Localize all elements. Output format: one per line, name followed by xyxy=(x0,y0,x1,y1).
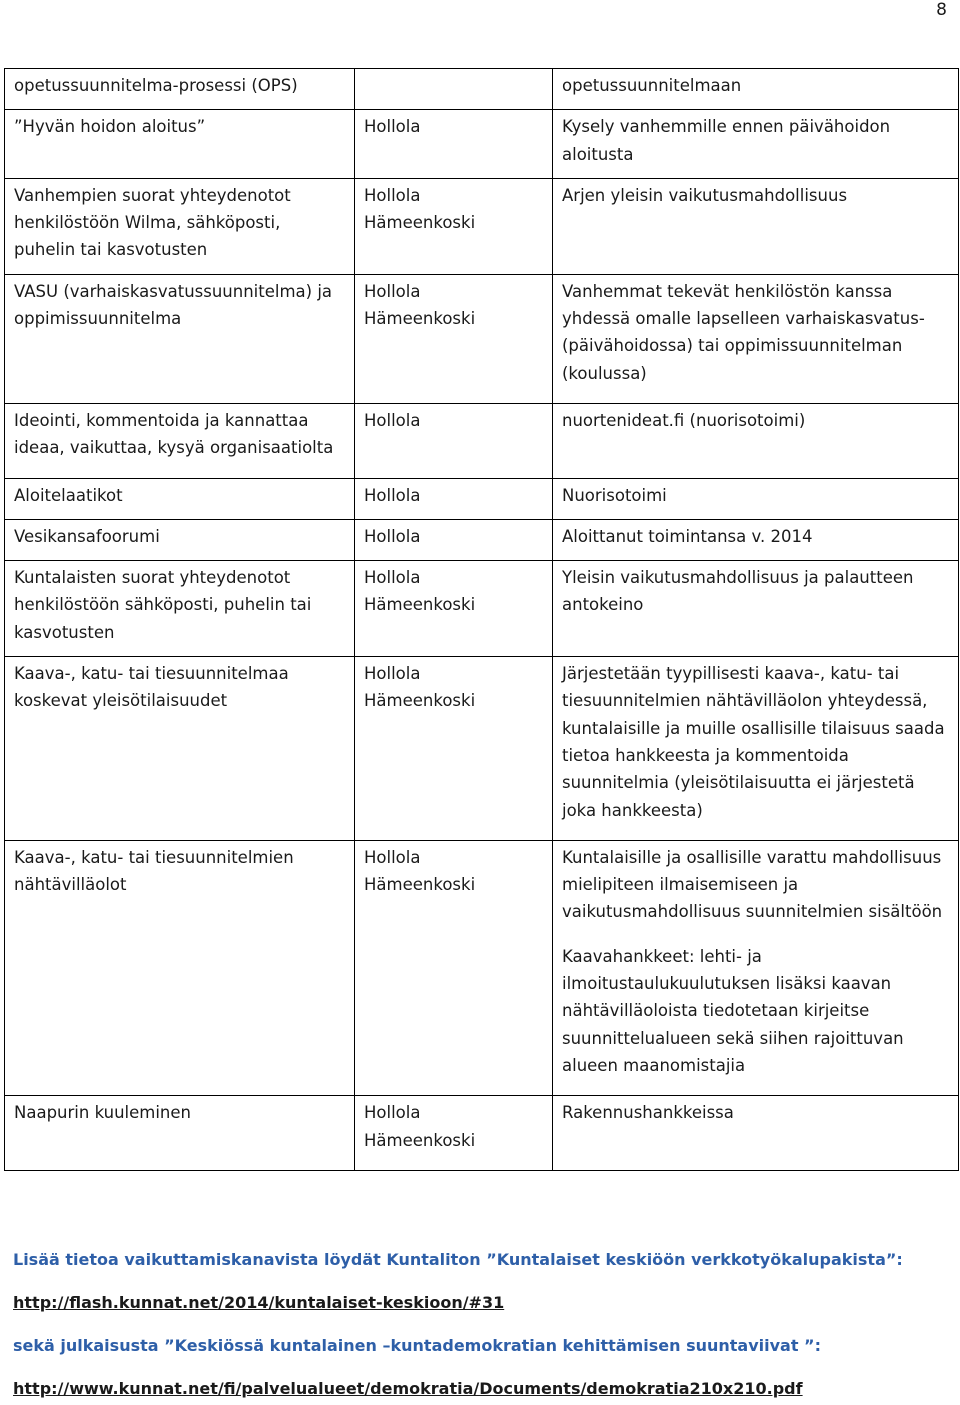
municipality-cell xyxy=(355,561,553,657)
channel-text: Vanhempien suorat yhteydenotot henkilöstöön Wilma, sähköposti, puhelin tai kasvotusten xyxy=(14,185,291,260)
publication-link[interactable]: http://www.kunnat.net/fi/palvelualueet/demokratia/Documents/demokratia210x210.pdf xyxy=(13,1379,803,1398)
channel-text: Ideointi, kommentoida ja kannattaa ideaa, vaikuttaa, kysyä organisaatiolta xyxy=(14,410,334,458)
municipality-name: Hämeenkoski xyxy=(364,595,476,615)
municipality-name: Hollola xyxy=(364,281,421,301)
description-cell xyxy=(553,561,959,657)
table-row xyxy=(5,403,959,478)
table-body xyxy=(5,69,959,1171)
channel-cell xyxy=(5,478,355,519)
table-row xyxy=(5,1096,959,1171)
table-row xyxy=(5,478,959,519)
description-text: Kysely vanhemmille ennen päivähoidon aloitusta xyxy=(562,117,891,164)
channel-text: ”Hyvän hoidon aloitus” xyxy=(14,117,206,137)
municipality-cell xyxy=(355,840,553,1095)
municipality-name: Hollola xyxy=(364,410,421,430)
municipality-cell xyxy=(355,110,553,179)
description-text: Aloittanut toimintansa v. 2014 xyxy=(562,526,813,546)
municipality-cell xyxy=(355,519,553,560)
municipality-name: Hollola xyxy=(364,664,421,684)
table-row xyxy=(5,561,959,657)
description-cell xyxy=(553,69,959,110)
description-text: Rakennushankkeissa xyxy=(562,1103,734,1123)
municipality-name: Hämeenkoski xyxy=(364,875,476,895)
municipality-name: Hollola xyxy=(364,185,421,205)
channel-cell xyxy=(5,178,355,274)
municipality-cell xyxy=(355,478,553,519)
municipality-name: Hämeenkoski xyxy=(364,1130,476,1150)
description-text: Yleisin vaikutusmahdollisuus ja palautteen antokeino xyxy=(562,568,914,615)
municipality-name: Hollola xyxy=(364,1103,421,1123)
description-text: Vanhemmat tekevät henkilöstön kanssa yhdessä omalle lapselleen varhaiskasvatus- (päivähoidossa) tai oppimissuunnitelman (koulussa) xyxy=(562,281,925,383)
description-text: Järjestetään tyypillisesti kaava-, katu- tai tiesuunnitelmien nähtävilläolon yhteydessä, kuntalaisille ja muille osallisille tilaisuus saada tietoa hankkeesta ja kommentoida suunnitelmia (yleisötilaisuutta ei järjestetä joka hankkeesta) xyxy=(562,664,945,820)
channel-text: VASU (varhaiskasvatussuunnitelma) ja oppimissuunnitelma xyxy=(14,281,333,329)
municipality-name: Hämeenkoski xyxy=(364,691,476,711)
channel-text: Kaava-, katu- tai tiesuunnitelmaa koskevat yleisötilaisuudet xyxy=(14,664,289,711)
municipality-name: Hollola xyxy=(364,117,421,137)
description-text: Arjen yleisin vaikutusmahdollisuus xyxy=(562,185,848,205)
channel-cell xyxy=(5,69,355,110)
channel-cell xyxy=(5,561,355,657)
table-row xyxy=(5,178,959,274)
description-cell xyxy=(553,478,959,519)
municipality-name: Hollola xyxy=(364,526,421,546)
footer-text-publication: sekä julkaisusta ”Keskiössä kuntalainen –kuntademokratian kehittämisen suuntaviivat ”: xyxy=(13,1336,821,1355)
channel-text: opetussuunnitelma-prosessi (OPS) xyxy=(14,76,298,95)
channel-text: Kaava-, katu- tai tiesuunnitelmien nähtävilläolot xyxy=(14,847,294,895)
municipality-cell xyxy=(355,1096,553,1171)
channel-cell xyxy=(5,274,355,403)
municipality-cell xyxy=(355,274,553,403)
channel-text: Vesikansafoorumi xyxy=(14,526,160,546)
channel-cell xyxy=(5,519,355,560)
channel-cell xyxy=(5,403,355,478)
municipality-name: Hollola xyxy=(364,847,421,867)
table-row xyxy=(5,519,959,560)
municipality-cell xyxy=(355,403,553,478)
table-row xyxy=(5,274,959,403)
footer-text-toolkit: Lisää tietoa vaikuttamiskanavista löydät Kuntaliton ”Kuntalaiset keskiöön verkkotyökalupakista”: xyxy=(13,1250,903,1269)
description-cell xyxy=(553,1096,959,1171)
channel-text: Naapurin kuuleminen xyxy=(14,1103,191,1123)
municipality-cell xyxy=(355,69,553,110)
municipality-name: Hollola xyxy=(364,485,421,505)
description-cell xyxy=(553,274,959,403)
participation-channels-table xyxy=(4,68,959,1171)
description-cell xyxy=(553,110,959,179)
toolkit-link[interactable]: http://flash.kunnat.net/2014/kuntalaiset-keskioon/#31 xyxy=(13,1293,505,1312)
description-text: nuortenideat.fi (nuorisotoimi) xyxy=(562,410,806,430)
table-row xyxy=(5,69,959,110)
channel-cell xyxy=(5,657,355,841)
channel-cell xyxy=(5,840,355,1095)
page-number: 8 xyxy=(936,0,947,20)
description-text: opetussuunnitelmaan xyxy=(562,76,742,95)
description-text: Nuorisotoimi xyxy=(562,485,667,505)
channel-text: Aloitelaatikot xyxy=(14,485,123,505)
municipality-name: Hämeenkoski xyxy=(364,213,476,233)
municipality-name: Hollola xyxy=(364,568,421,588)
municipality-name: Hämeenkoski xyxy=(364,309,476,329)
description-cell xyxy=(553,519,959,560)
channel-cell xyxy=(5,1096,355,1171)
description-text: Kuntalaisille ja osallisille varattu mahdollisuus mielipiteen ilmaisemiseen ja vaikutusmahdollisuus suunnitelmien sisältöön xyxy=(562,847,943,922)
description-cell xyxy=(553,657,959,841)
description-cell xyxy=(553,403,959,478)
table-row xyxy=(5,840,959,1095)
channel-cell xyxy=(5,110,355,179)
footer-info xyxy=(13,1245,943,1403)
description-cell xyxy=(553,840,959,1095)
description-cell xyxy=(553,178,959,274)
channel-text: Kuntalaisten suorat yhteydenotot henkilöstöön sähköposti, puhelin tai kasvotusten xyxy=(14,568,312,642)
municipality-cell xyxy=(355,178,553,274)
description-text: Kaavahankkeet: lehti- ja ilmoitustaulukuulutuksen lisäksi kaavan nähtävilläoloista tiedotetaan kirjeitse suunnittelualueen sekä siihen rajoittuvan alueen maanomistajia xyxy=(562,946,904,1075)
municipality-cell xyxy=(355,657,553,841)
table-row xyxy=(5,110,959,179)
table-row xyxy=(5,657,959,841)
